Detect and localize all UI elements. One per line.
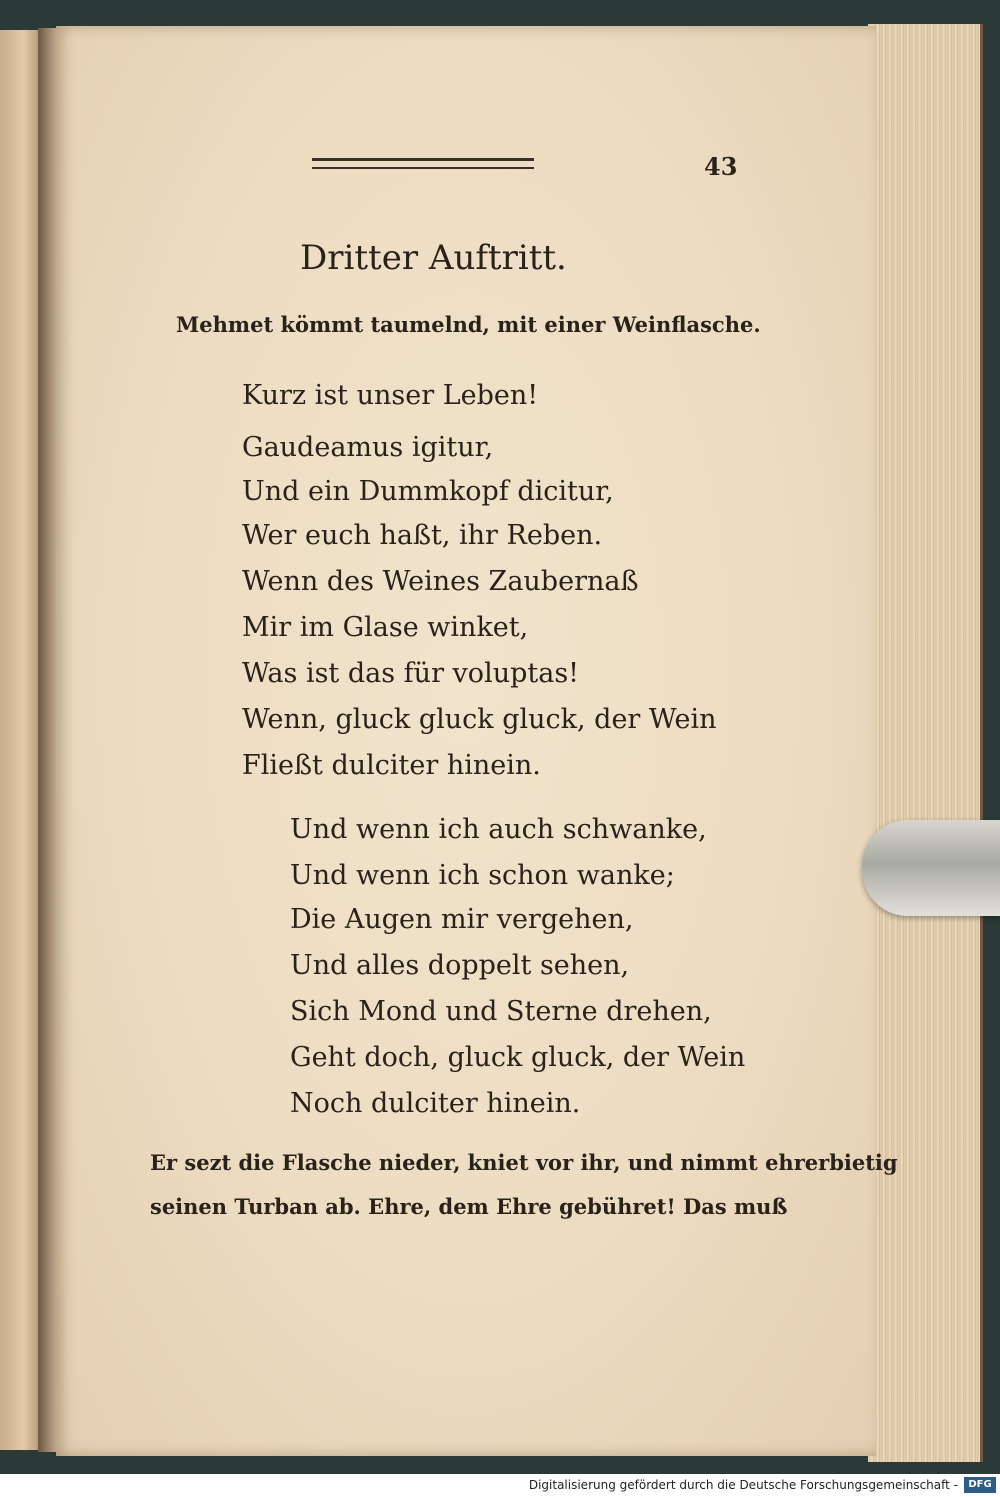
page-number: 43 xyxy=(704,152,738,181)
digitization-footer xyxy=(0,1474,1000,1497)
verse-line: Gaudeamus igitur, xyxy=(242,432,494,463)
verse-line: Noch dulciter hinein. xyxy=(290,1088,581,1119)
verse-line: Mir im Glase winket, xyxy=(242,612,529,643)
stage-direction: Mehmet kömmt taumelnd, mit einer Weinflasche. xyxy=(176,312,761,337)
verse-line: Geht doch, gluck gluck, der Wein xyxy=(290,1042,746,1073)
verse-line: Sich Mond und Sterne drehen, xyxy=(290,996,712,1027)
dfg-logo-icon: DFG xyxy=(964,1477,996,1493)
scene-title: Dritter Auftritt. xyxy=(300,238,567,278)
verse-line: Wer euch haßt, ihr Reben. xyxy=(242,520,603,551)
verse-line: Und wenn ich auch schwanke, xyxy=(290,814,707,845)
header-rule xyxy=(312,158,534,169)
verse-line: Fließt dulciter hinein. xyxy=(242,750,541,781)
verse-line: Und wenn ich schon wanke; xyxy=(290,860,675,891)
verse-line: Die Augen mir vergehen, xyxy=(290,904,634,935)
bookmark-clip xyxy=(862,820,1000,916)
left-facing-page xyxy=(0,30,42,1450)
verse-line: Kurz ist unser Leben! xyxy=(242,380,539,411)
verse-line: Was ist das für voluptas! xyxy=(242,658,580,689)
verse-line: Wenn, gluck gluck gluck, der Wein xyxy=(242,704,717,735)
verse-line: Wenn des Weines Zaubernaß xyxy=(242,566,639,597)
verse-line: Und alles doppelt sehen, xyxy=(290,950,630,981)
closing-stage-direction: Er sezt die Flasche nieder, kniet vor ihr, und nimmt ehrerbietig xyxy=(150,1150,898,1175)
footer-credit: Digitalisierung gefördert durch die Deutsche Forschungsgemeinschaft - xyxy=(528,1478,958,1492)
page-edges xyxy=(868,24,983,1462)
closing-text: seinen Turban ab. Ehre, dem Ehre gebühret! Das muß xyxy=(150,1194,788,1219)
verse-line: Und ein Dummkopf dicitur, xyxy=(242,476,614,507)
